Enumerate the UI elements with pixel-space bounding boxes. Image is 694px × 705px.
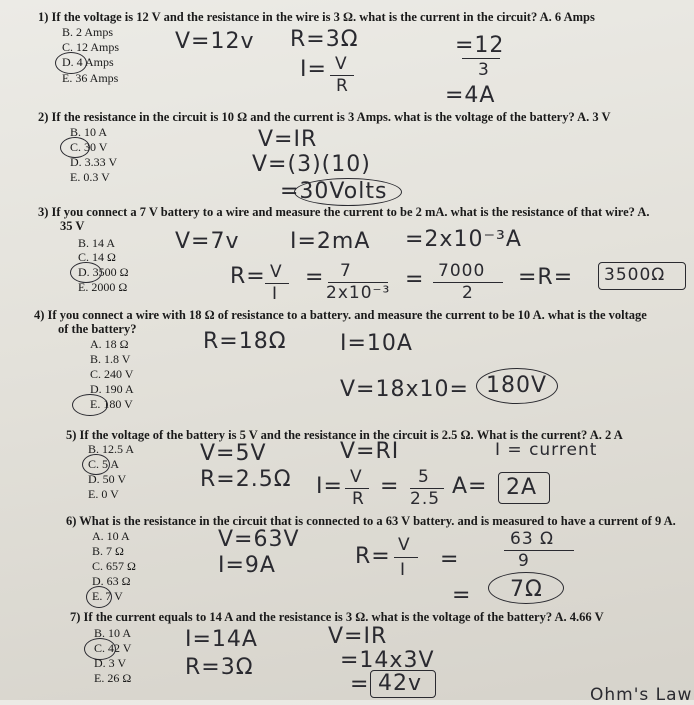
q7-work-resistance: R=3Ω xyxy=(185,655,254,680)
q2-option-d: D. 3.33 V xyxy=(70,155,118,169)
q3-option-b: B. 14 A xyxy=(78,236,116,250)
q3-work-frac1-top: V xyxy=(270,262,283,282)
q6-option-b: B. 7 Ω xyxy=(92,544,124,558)
q2-work-substitution: V=(3)(10) xyxy=(252,152,371,177)
q5-work-frac2-bottom: 2.5 xyxy=(410,489,441,509)
q4-option-c: C. 240 V xyxy=(90,367,134,381)
q3-work-frac2-top: 7 xyxy=(340,261,352,281)
q1-work-frac-bottom: R xyxy=(336,76,349,96)
q6-option-a: A. 10 A xyxy=(92,529,130,543)
q7-work-eq: = xyxy=(350,672,370,697)
q5-work-i-label: I= xyxy=(316,474,343,499)
q5-work-frac2-top: 5 xyxy=(418,467,430,487)
question-4-text-cont: of the battery? xyxy=(58,322,137,336)
q6-option-d: D. 63 Ω xyxy=(92,574,131,588)
q5-work-resistance: R=2.5Ω xyxy=(200,467,292,492)
q7-option-c: C. 42 V xyxy=(94,641,132,655)
q5-work-formula: V=RI xyxy=(340,439,400,464)
q1-work-resistance: R=3Ω xyxy=(290,27,359,52)
q7-result-box xyxy=(370,670,436,698)
q6-option-e: E. 7 V xyxy=(92,589,123,603)
q3-work-frac3-bottom: 2 xyxy=(462,283,474,303)
q1-work-result: =4A xyxy=(445,83,496,108)
q5-work-eq: = xyxy=(380,474,400,499)
q1-work-voltage: V=12v xyxy=(175,29,255,54)
q7-option-d: D. 3 V xyxy=(94,656,127,670)
question-1-text: 1) If the voltage is 12 V and the resistance in the wire is 3 Ω. what is the current in the circuit? A. 6 Amps xyxy=(38,10,595,24)
q1-option-b: B. 2 Amps xyxy=(62,25,114,39)
question-6-text: 6) What is the resistance in the circuit that is connected to a 63 V battery. and is measured to have a current of 9 A. xyxy=(66,514,676,528)
q7-work-formula: V=IR xyxy=(328,624,388,649)
question-2-text: 2) If the resistance in the circuit is 10 Ω and the current is 3 Amps. what is the voltage of the battery? A. 3 V xyxy=(38,110,611,124)
q3-work-frac2-bottom: 2x10⁻³ xyxy=(326,283,391,303)
q3-work-current-converted: =2x10⁻³A xyxy=(405,227,522,252)
q1-work-frac-top: V xyxy=(335,54,348,74)
q3-work-eq2: = xyxy=(405,267,425,292)
q6-work-result: 7Ω xyxy=(510,577,543,602)
q6-work-voltage: V=63V xyxy=(218,527,300,552)
q2-option-b: B. 10 A xyxy=(70,125,108,139)
q6-work-frac2-bottom: 9 xyxy=(518,551,530,571)
q4-option-b: B. 1.8 V xyxy=(90,352,131,366)
q6-work-eq2: = xyxy=(452,583,472,608)
q2-work-result: =30Volts xyxy=(280,179,388,204)
q7-work-result: 42v xyxy=(378,671,423,696)
question-7-text: 7) If the current equals to 14 A and the resistance is 3 Ω. what is the voltage of the battery? A. 4.66 V xyxy=(70,610,604,624)
q6-work-frac1-top: V xyxy=(398,535,411,555)
q1-option-d: D. 4 Amps xyxy=(62,55,114,69)
q7-work-calc: =14x3V xyxy=(340,648,435,673)
q2-work-formula: V=IR xyxy=(258,127,318,152)
q4-option-d: D. 190 A xyxy=(90,382,134,396)
q3-work-r-label: R= xyxy=(230,264,266,289)
q5-option-e: E. 0 V xyxy=(88,487,119,501)
q6-work-eq1: = xyxy=(440,547,460,572)
q4-work-resistance: R=18Ω xyxy=(203,329,287,354)
q5-work-unit: A= xyxy=(452,474,488,499)
q6-work-current: I=9A xyxy=(218,553,276,578)
q6-option-c: C. 657 Ω xyxy=(92,559,136,573)
q6-work-r-label: R= xyxy=(355,544,391,569)
q4-work-calc: V=18x10= xyxy=(340,377,469,402)
q4-option-a: A. 18 Ω xyxy=(90,337,129,351)
q2-option-c: C. 30 V xyxy=(70,140,108,154)
q5-work-frac1-bottom: R xyxy=(352,489,365,509)
q3-work-frac3-top: 7000 xyxy=(438,261,486,281)
q6-answer-circle xyxy=(86,586,112,608)
q3-work-result: 3500Ω xyxy=(604,265,666,285)
q3-result-box xyxy=(598,262,686,290)
q3-work-r-equals: =R= xyxy=(518,265,574,290)
q5-option-c: C. 5 A xyxy=(88,457,120,471)
q4-work-result: 180V xyxy=(486,373,548,398)
q5-option-d: D. 50 V xyxy=(88,472,127,486)
q4-result-circle xyxy=(476,368,558,404)
q6-result-circle xyxy=(488,572,564,604)
q6-work-frac1-bottom: I xyxy=(400,560,407,580)
q3-option-c: C. 14 Ω xyxy=(78,250,116,264)
q4-work-current: I=10A xyxy=(340,331,413,356)
q3-work-frac1-bottom: I xyxy=(272,284,279,304)
q7-work-current: I=14A xyxy=(185,627,258,652)
question-4-text: 4) If you connect a wire with 18 Ω of resistance to a battery. and measure the current to be 10 A. what is the voltage xyxy=(34,308,647,322)
q4-option-e: E. 180 V xyxy=(90,397,133,411)
q1-work-current-label: I= xyxy=(300,57,327,82)
q1-option-c: C. 12 Amps xyxy=(62,40,120,54)
q5-result-box xyxy=(498,472,550,504)
q4-answer-circle xyxy=(72,394,108,416)
q2-result-circle xyxy=(294,178,402,206)
q5-work-frac1-top: V xyxy=(350,467,363,487)
question-5-text: 5) If the voltage of the battery is 5 V and the resistance in the circuit is 2.5 Ω. What is the current? A. 2 A xyxy=(66,428,623,442)
q3-work-voltage: V=7v xyxy=(175,229,240,254)
q3-option-e: E. 2000 Ω xyxy=(78,280,128,294)
q6-work-frac2-top: 63 Ω xyxy=(510,529,555,549)
q5-work-result: 2A xyxy=(506,475,538,500)
q3-option-d: D. 3500 Ω xyxy=(78,265,129,279)
q3-work-eq1: = xyxy=(305,265,325,290)
question-3-text-cont: 35 V xyxy=(60,219,85,233)
question-3-text: 3) If you connect a 7 V battery to a wire and measure the current to be 2 mA. what is the resistance of that wire? A. xyxy=(38,205,650,219)
q5-option-b: B. 12.5 A xyxy=(88,442,135,456)
q7-option-e: E. 26 Ω xyxy=(94,671,132,685)
footer-scribble: Ohm's Law xyxy=(590,685,693,705)
q3-work-current: I=2mA xyxy=(290,229,371,254)
q5-work-voltage: V=5V xyxy=(200,441,267,466)
q7-option-b: B. 10 A xyxy=(94,626,132,640)
q1-option-e: E. 36 Amps xyxy=(62,71,119,85)
q1-work-three: 3 xyxy=(478,60,490,80)
q2-option-e: E. 0.3 V xyxy=(70,170,110,184)
q5-work-note: I = current xyxy=(495,440,598,460)
q1-work-twelve: =12 xyxy=(455,33,505,58)
